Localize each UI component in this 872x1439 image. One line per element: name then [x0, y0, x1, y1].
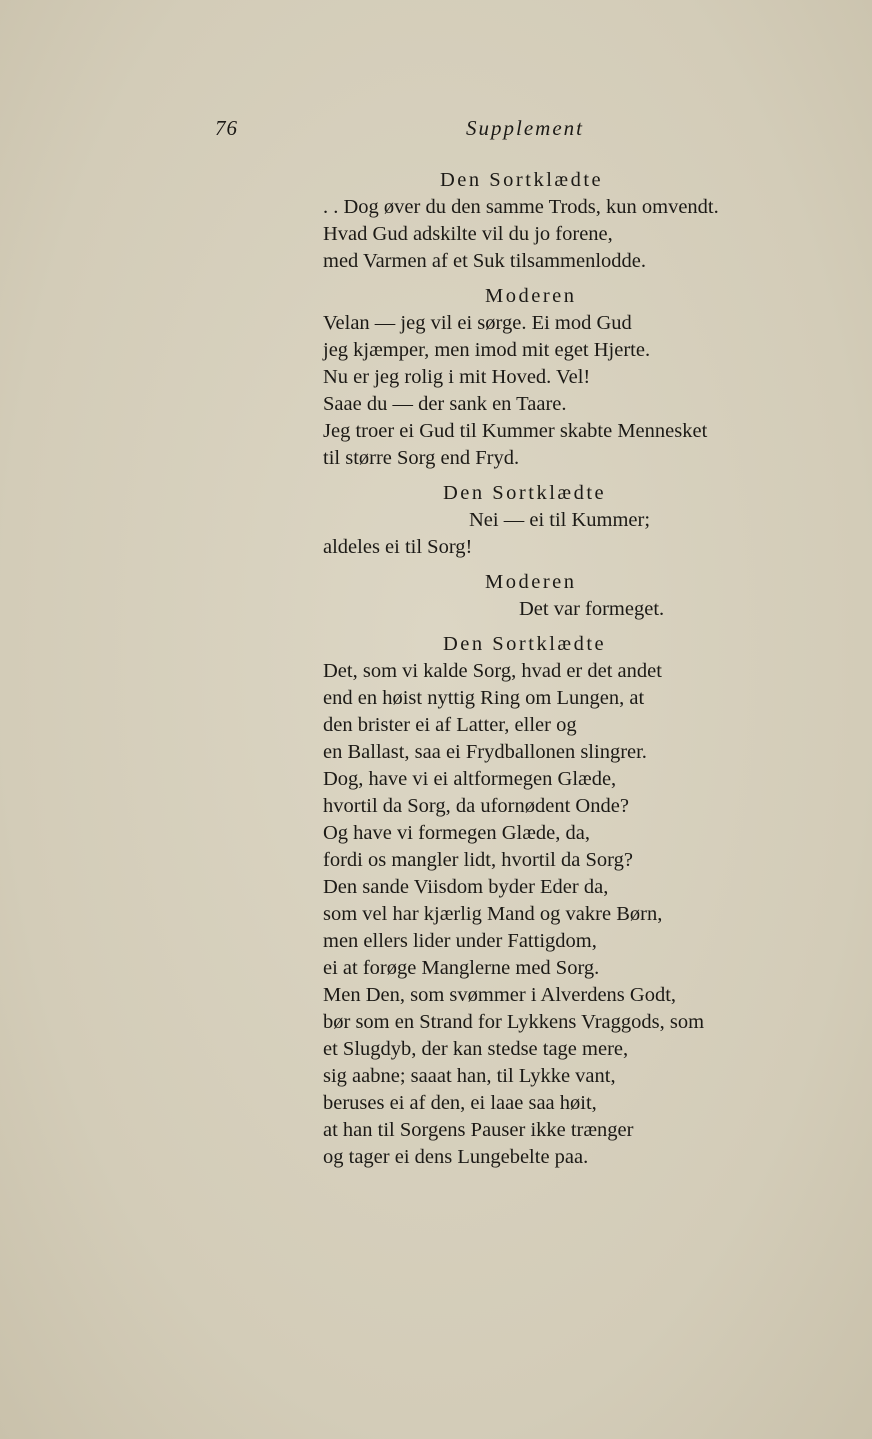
- running-title: Supplement: [466, 116, 584, 140]
- verse-line: aldeles ei til Sorg!: [323, 536, 473, 558]
- stanza-gap: [323, 275, 823, 283]
- verse-line: Saae du — der sank en Taare.: [323, 393, 567, 415]
- page-number: 76: [215, 116, 238, 140]
- page-header: [0, 116, 872, 146]
- verse-line: og tager ei dens Lungebelte paa.: [323, 1146, 589, 1168]
- verse-text: [323, 167, 823, 1171]
- verse-line: sig aabne; saaat han, til Lykke vant,: [323, 1065, 616, 1087]
- speaker-name: Moderen: [485, 285, 577, 307]
- verse-line: den brister ei af Latter, eller og: [323, 714, 577, 736]
- verse-line: jeg kjæmper, men imod mit eget Hjerte.: [323, 339, 651, 361]
- verse-line: Velan — jeg vil ei sørge. Ei mod Gud: [323, 312, 632, 334]
- stanza-gap: [323, 623, 823, 631]
- verse-line: Jeg troer ei Gud til Kummer skabte Mennesket: [323, 420, 708, 442]
- speaker-name: Den Sortklædte: [443, 633, 607, 655]
- verse-line: Nu er jeg rolig i mit Hoved. Vel!: [323, 366, 591, 388]
- verse-line: til større Sorg end Fryd.: [323, 447, 520, 469]
- verse-line: et Slugdyb, der kan stedse tage mere,: [323, 1038, 629, 1060]
- verse-line: Nei — ei til Kummer;: [469, 509, 651, 531]
- verse-line: som vel har kjærlig Mand og vakre Børn,: [323, 903, 663, 925]
- verse-line: . . Dog øver du den samme Trods, kun omvendt.: [323, 196, 719, 218]
- verse-line: beruses ei af den, ei laae saa høit,: [323, 1092, 597, 1114]
- verse-line: fordi os mangler lidt, hvortil da Sorg?: [323, 849, 633, 871]
- verse-line: en Ballast, saa ei Frydballonen slingrer.: [323, 741, 647, 763]
- speaker-name: Den Sortklædte: [443, 482, 607, 504]
- speaker-name: Moderen: [485, 571, 577, 593]
- verse-line: bør som en Strand for Lykkens Vraggods, som: [323, 1011, 705, 1033]
- verse-line: end en høist nyttig Ring om Lungen, at: [323, 687, 645, 709]
- stanza-gap: [323, 472, 823, 480]
- verse-line: Dog, have vi ei altformegen Glæde,: [323, 768, 617, 790]
- verse-line: men ellers lider under Fattigdom,: [323, 930, 597, 952]
- stanza-gap: [323, 561, 823, 569]
- verse-line: at han til Sorgens Pauser ikke trænger: [323, 1119, 634, 1141]
- verse-line: ei at forøge Manglerne med Sorg.: [323, 957, 600, 979]
- verse-line: Det, som vi kalde Sorg, hvad er det andet: [323, 660, 662, 682]
- verse-line: med Varmen af et Suk tilsammenlodde.: [323, 250, 646, 272]
- verse-line: Og have vi formegen Glæde, da,: [323, 822, 590, 844]
- verse-line: Hvad Gud adskilte vil du jo forene,: [323, 223, 613, 245]
- verse-line: Men Den, som svømmer i Alverdens Godt,: [323, 984, 677, 1006]
- speaker-name: Den Sortklædte: [440, 169, 604, 191]
- verse-line: Det var formeget.: [519, 598, 665, 620]
- verse-line: Den sande Viisdom byder Eder da,: [323, 876, 609, 898]
- verse-line: hvortil da Sorg, da ufornødent Onde?: [323, 795, 629, 817]
